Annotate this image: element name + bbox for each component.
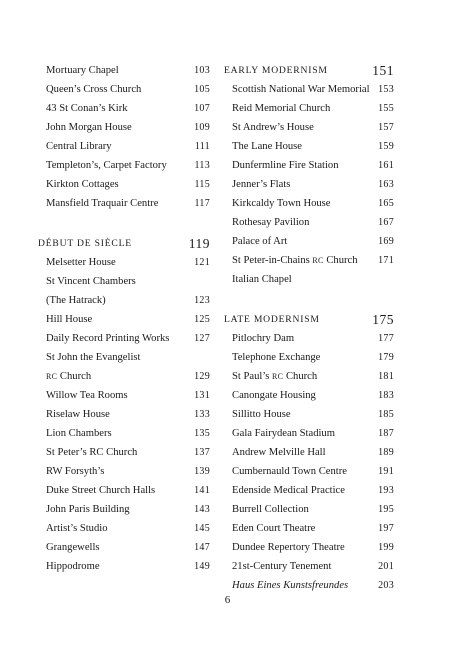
entry-page-number: 149: [194, 561, 210, 572]
section-heading-title: [38, 234, 132, 253]
entry-title: [46, 500, 130, 519]
entry-title-suffix: Church: [283, 371, 318, 382]
entry-page-number: 105: [194, 84, 210, 95]
entry-title-suffix: Church: [57, 371, 92, 382]
entry-title: [232, 519, 315, 538]
entry-page-number: 169: [378, 236, 394, 247]
toc-entry-43-st-conans-kirk: [38, 99, 210, 118]
entry-title: [232, 348, 320, 367]
toc-entry-the-lane-house: [224, 137, 394, 156]
entry-title-text: Gala Fairydean Stadium: [232, 428, 335, 439]
toc-entry-hippodrome: [38, 557, 210, 576]
entry-title-text: Italian Chapel: [232, 274, 292, 285]
entry-title: [46, 538, 100, 557]
entry-title: [46, 253, 116, 272]
entry-title-text: Telephone Exchange: [232, 352, 321, 363]
toc-entry-rothesay-pavilion: [224, 213, 394, 232]
entry-title-text: Eden Court Theatre: [232, 523, 316, 534]
toc-entry-palace-of-art: [224, 232, 394, 251]
entry-title: [46, 481, 155, 500]
entry-title: [46, 80, 141, 99]
entry-title: [232, 137, 302, 156]
toc-entry-melsetter-house: [38, 253, 210, 272]
toc-entry-john-paris-building: [38, 500, 210, 519]
entry-title: [46, 462, 104, 481]
toc-entry-daily-record-printing-works: [38, 329, 210, 348]
entry-title-text: Daily Record Printing Works: [46, 333, 170, 344]
entry-title-text: St Paul’s: [232, 371, 273, 382]
entry-page-number: 121: [194, 257, 210, 268]
toc-entry-the-hatrack: [38, 291, 210, 310]
toc-entry-kirkcaldy-town-house: [224, 194, 394, 213]
entry-page-number: 133: [194, 409, 210, 420]
entry-page-number: 177: [378, 333, 394, 344]
entry-page-number: 187: [378, 428, 394, 439]
toc-entry-john-morgan-house: [38, 118, 210, 137]
toc-entry-st-peter-in-chains-rc-church: [224, 251, 394, 270]
entry-page-number: 123: [194, 295, 210, 306]
entry-title: [46, 137, 112, 156]
entry-title-text: Hippodrome: [46, 561, 100, 572]
toc-entry-mansfield-traquair-centre: [38, 194, 210, 213]
toc-entry-artists-studio: [38, 519, 210, 538]
entry-title: [232, 232, 287, 251]
entry-title-text: Lion Chambers: [46, 428, 112, 439]
section-heading-early-modernism: [224, 61, 394, 80]
section-heading-title: [224, 310, 320, 329]
entry-title-text: Andrew Melville Hall: [232, 447, 326, 458]
entry-title: [46, 61, 119, 80]
entry-title-text: Rothesay Pavilion: [232, 217, 310, 228]
entry-page-number: 107: [194, 103, 210, 114]
entry-title: [46, 557, 100, 576]
entry-title-suffix: Church: [323, 255, 358, 266]
entry-page-number: 197: [378, 523, 394, 534]
entry-title-text: Mortuary Chapel: [46, 65, 119, 76]
entry-page-number: 139: [194, 466, 210, 477]
entry-title: [232, 80, 370, 99]
entry-title: [232, 329, 294, 348]
entry-page-number: 141: [194, 485, 210, 496]
toc-entry-telephone-exchange: [224, 348, 394, 367]
section-heading-d-but-de-si-cle: [38, 234, 210, 253]
entry-title: [46, 443, 137, 462]
entry-page-number: 155: [378, 103, 394, 114]
entry-title-text: Queen’s Cross Church: [46, 84, 142, 95]
toc-entry-canongate-housing: [224, 386, 394, 405]
toc-entry-21st-century-tenement: [224, 557, 394, 576]
toc-entry-dunfermline-fire-station: [224, 156, 394, 175]
entry-page-number: 191: [378, 466, 394, 477]
entry-title-text: Edenside Medical Practice: [232, 485, 345, 496]
entry-page-number: 103: [194, 65, 210, 76]
entry-page-number: 201: [378, 561, 394, 572]
entry-page-number: 113: [194, 160, 210, 171]
entry-title-text: St Andrew’s House: [232, 122, 314, 133]
toc-entry-central-library: [38, 137, 210, 156]
toc-entry-st-pauls-rc-church: [224, 367, 394, 386]
entry-title: [232, 557, 331, 576]
entry-title: [46, 291, 106, 310]
entry-title-text: Sillitto House: [232, 409, 291, 420]
entry-title-text: Jenner’s Flats: [232, 179, 291, 190]
entry-page-number: 129: [194, 371, 210, 382]
toc-entry-st-andrews-house: [224, 118, 394, 137]
toc-entry-st-vincent-chambers: [38, 272, 210, 291]
entry-page-number: 145: [194, 523, 210, 534]
entry-title: [232, 270, 292, 289]
entry-title-text: DÉBUT DE SIÈCLE: [38, 238, 132, 249]
entry-title: [46, 99, 128, 118]
section-page-number: 119: [188, 236, 210, 251]
entry-page-number: 171: [378, 255, 394, 266]
toc-entry-st-john-the-evangelist: [38, 348, 210, 367]
toc-entry-cumbernauld-town-centre: [224, 462, 394, 481]
entry-title: [232, 118, 314, 137]
entry-title: [232, 386, 316, 405]
entry-title-text: 21st-Century Tenement: [232, 561, 332, 572]
entry-title: [46, 118, 132, 137]
entry-title: [232, 175, 290, 194]
entry-title-text: Mansfield Traquair Centre: [46, 198, 159, 209]
toc-entry-sillitto-house: [224, 405, 394, 424]
entry-title: [46, 175, 119, 194]
toc-entry-duke-street-church-halls: [38, 481, 210, 500]
toc-entry-hill-house: [38, 310, 210, 329]
entry-title-text: Palace of Art: [232, 236, 288, 247]
entry-title-text: Cumbernauld Town Centre: [232, 466, 347, 477]
entry-page-number: 131: [194, 390, 210, 401]
toc-entry-st-peters-rc-church: [38, 443, 210, 462]
entry-title: [46, 367, 91, 386]
toc-entry-pitlochry-dam: [224, 329, 394, 348]
entry-title: [46, 272, 136, 291]
toc-entry-queens-cross-church: [38, 80, 210, 99]
toc-entry-dundee-repertory-theatre: [224, 538, 394, 557]
entry-title-text: St Vincent Chambers: [46, 276, 136, 287]
entry-title-text: Pitlochry Dam: [232, 333, 295, 344]
entry-title: [232, 576, 348, 595]
toc-entry-eden-court-theatre: [224, 519, 394, 538]
entry-page-number: 181: [378, 371, 394, 382]
entry-title: [232, 538, 345, 557]
entry-page-number: 183: [378, 390, 394, 401]
toc-entry-edenside-medical-practice: [224, 481, 394, 500]
entry-title: [46, 519, 108, 538]
entry-title-text: Duke Street Church Halls: [46, 485, 156, 496]
entry-page-number: 161: [378, 160, 394, 171]
toc-entry-burrell-collection: [224, 500, 394, 519]
entry-title: [232, 367, 317, 386]
entry-title: [232, 481, 345, 500]
entry-title: [46, 194, 158, 213]
entry-title-text: Grangewells: [46, 542, 100, 553]
entry-page-number: 147: [194, 542, 210, 553]
toc-entry-jenners-flats: [224, 175, 394, 194]
entry-title-text: Scottish National War Memorial: [232, 84, 370, 95]
toc-entry-italian-chapel: [224, 270, 394, 289]
toc-entry-riselaw-house: [38, 405, 210, 424]
entry-title-text: Kirkcaldy Town House: [232, 198, 331, 209]
entry-page-number: 167: [378, 217, 394, 228]
entry-title-text: EARLY MODERNISM: [224, 65, 328, 76]
entry-title: [232, 99, 330, 118]
entry-title-text: Hill House: [46, 314, 93, 325]
entry-title-text: Canongate Housing: [232, 390, 316, 401]
entry-page-number: 165: [378, 198, 394, 209]
toc-entry-lion-chambers: [38, 424, 210, 443]
entry-page-number: 135: [194, 428, 210, 439]
entry-title-small-caps: RC: [312, 256, 324, 265]
entry-title-text: Dundee Repertory Theatre: [232, 542, 345, 553]
entry-page-number: 109: [194, 122, 210, 133]
entry-title-text: Riselaw House: [46, 409, 110, 420]
entry-title-small-caps: RC: [272, 372, 284, 381]
entry-page-number: 193: [378, 485, 394, 496]
entry-title-text: John Paris Building: [46, 504, 130, 515]
entry-title-text: (The Hatrack): [46, 295, 106, 306]
entry-title: [46, 156, 167, 175]
entry-title: [46, 329, 169, 348]
toc-entry-templetons-carpet-factory: [38, 156, 210, 175]
entry-title-small-caps: RC: [46, 372, 58, 381]
entry-title-text: St Peter-in-Chains: [232, 255, 313, 266]
entry-title-text: 43 St Conan’s Kirk: [46, 103, 128, 114]
entry-title-text: Central Library: [46, 141, 112, 152]
entry-title: [232, 424, 335, 443]
entry-title-text: Reid Memorial Church: [232, 103, 331, 114]
entry-title-text: Melsetter House: [46, 257, 116, 268]
toc-entry-rc-church: [38, 367, 210, 386]
toc-entry-mortuary-chapel: [38, 61, 210, 80]
entry-page-number: 143: [194, 504, 210, 515]
toc-entry-rw-forsyths: [38, 462, 210, 481]
toc-entry-kirkton-cottages: [38, 175, 210, 194]
entry-title: [232, 213, 309, 232]
entry-page-number: 159: [378, 141, 394, 152]
entry-title: [232, 251, 358, 270]
entry-page-number: 111: [194, 141, 210, 152]
toc-entry-haus-eines-kunstsfreundes: [224, 576, 394, 595]
entry-title-text: The Lane House: [232, 141, 303, 152]
entry-title: [232, 194, 331, 213]
entry-title-text: Willow Tea Rooms: [46, 390, 128, 401]
entry-title: [232, 405, 291, 424]
entry-page-number: 199: [378, 542, 394, 553]
toc-entry-grangewells: [38, 538, 210, 557]
section-heading-late-modernism: [224, 310, 394, 329]
entry-title: [232, 443, 326, 462]
entry-title: [46, 405, 110, 424]
entry-title: [46, 386, 128, 405]
entry-title: [232, 156, 339, 175]
entry-title-text: Templeton’s, Carpet Factory: [46, 160, 167, 171]
entry-title: [46, 310, 92, 329]
toc-entry-scottish-national-war-memorial: [224, 80, 394, 99]
entry-title-text: Kirkton Cottages: [46, 179, 119, 190]
entry-title-text: Dunfermline Fire Station: [232, 160, 339, 171]
entry-title-text: St Peter’s RC Church: [46, 447, 138, 458]
entry-page-number: 203: [378, 580, 394, 591]
page-number: 6: [224, 594, 231, 606]
entry-title: [46, 424, 112, 443]
section-page-number: 175: [372, 312, 394, 327]
entry-title-text: Haus Eines Kunstsfreundes: [232, 580, 349, 591]
entry-title-text: RW Forsyth’s: [46, 466, 105, 477]
entry-page-number: 163: [378, 179, 394, 190]
entry-page-number: 195: [378, 504, 394, 515]
entry-title-text: Burrell Collection: [232, 504, 309, 515]
toc-entry-reid-memorial-church: [224, 99, 394, 118]
entry-page-number: 179: [378, 352, 394, 363]
entry-title-text: St John the Evangelist: [46, 352, 141, 363]
toc-entry-andrew-melville-hall: [224, 443, 394, 462]
entry-title-text: Artist’s Studio: [46, 523, 108, 534]
section-heading-title: [224, 61, 328, 80]
entry-title: [232, 500, 309, 519]
entry-title-text: John Morgan House: [46, 122, 132, 133]
entry-title-text: LATE MODERNISM: [224, 314, 320, 325]
entry-title: [232, 462, 347, 481]
entry-page-number: 127: [194, 333, 210, 344]
entry-page-number: 185: [378, 409, 394, 420]
entry-page-number: 125: [194, 314, 210, 325]
entry-page-number: 115: [194, 179, 210, 190]
entry-page-number: 189: [378, 447, 394, 458]
entry-page-number: 157: [378, 122, 394, 133]
toc-entry-willow-tea-rooms: [38, 386, 210, 405]
entry-page-number: 117: [194, 198, 210, 209]
entry-title: [46, 348, 140, 367]
entry-page-number: 153: [378, 84, 394, 95]
section-page-number: 151: [372, 63, 394, 78]
entry-page-number: 137: [194, 447, 210, 458]
toc-entry-gala-fairydean-stadium: [224, 424, 394, 443]
